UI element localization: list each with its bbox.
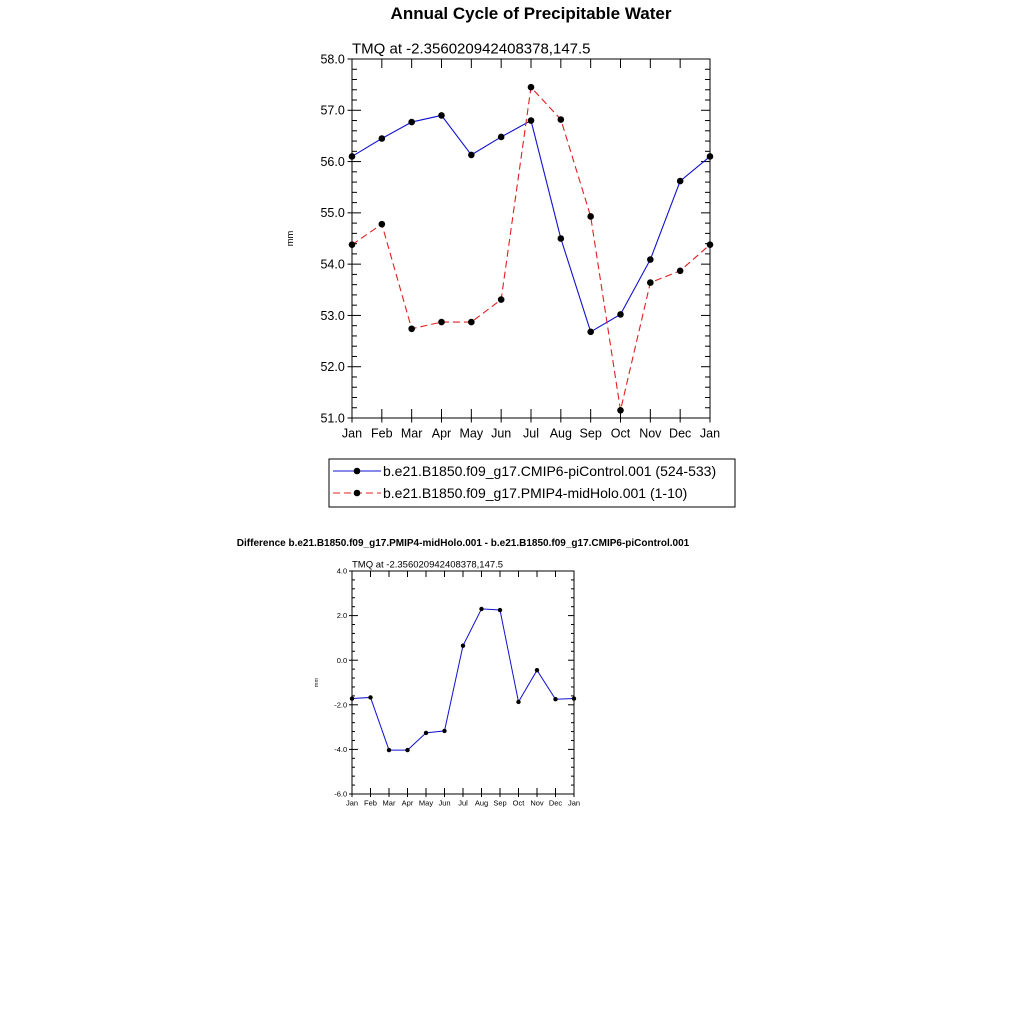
- data-point: [350, 696, 354, 700]
- x-tick-label: Mar: [400, 426, 423, 441]
- difference-chart: [314, 560, 580, 808]
- x-tick-label: Jan: [567, 798, 581, 808]
- legend-marker: [354, 490, 361, 497]
- data-point: [368, 695, 372, 699]
- y-axis-label: mm: [314, 677, 320, 688]
- data-point: [424, 731, 428, 735]
- data-point: [677, 268, 684, 275]
- data-point: [677, 178, 684, 185]
- y-tick-label: 51.0: [320, 411, 345, 426]
- x-tick-label: Sep: [493, 798, 507, 808]
- x-tick-label: Sep: [579, 426, 602, 441]
- x-tick-label: Jan: [341, 426, 363, 441]
- annual-cycle-chart: [285, 40, 720, 440]
- x-tick-label: Dec: [548, 798, 563, 808]
- series-line: [352, 87, 710, 410]
- legend: [329, 459, 735, 507]
- data-point: [647, 279, 654, 286]
- x-tick-label: Aug: [549, 426, 572, 441]
- data-point: [498, 296, 505, 303]
- x-tick-label: Jul: [523, 426, 539, 441]
- data-point: [461, 644, 465, 648]
- x-tick-label: Jun: [438, 798, 451, 808]
- data-point: [468, 319, 475, 326]
- data-point: [558, 235, 565, 242]
- plot-frame: [352, 59, 710, 418]
- x-tick-label: Apr: [401, 798, 414, 808]
- data-point: [516, 700, 520, 704]
- data-point: [498, 608, 502, 612]
- x-tick-label: Apr: [431, 426, 452, 441]
- x-tick-label: Jan: [699, 426, 721, 441]
- legend-marker: [354, 468, 361, 475]
- data-point: [617, 407, 624, 414]
- x-tick-label: Nov: [530, 798, 544, 808]
- legend-label: b.e21.B1850.f09_g17.CMIP6-piControl.001 (524-533): [383, 463, 717, 479]
- x-tick-label: May: [459, 426, 484, 441]
- data-point: [528, 117, 535, 124]
- data-point: [558, 116, 565, 123]
- data-point: [442, 729, 446, 733]
- y-tick-label: -4.0: [334, 745, 348, 755]
- x-tick-label: Nov: [639, 426, 662, 441]
- data-point: [405, 748, 409, 752]
- data-point: [587, 329, 594, 336]
- data-point: [387, 748, 391, 752]
- data-point: [587, 213, 594, 220]
- x-tick-label: Oct: [512, 798, 525, 808]
- y-tick-label: 2.0: [336, 611, 348, 621]
- y-tick-label: 55.0: [320, 206, 345, 221]
- x-tick-label: Feb: [371, 426, 393, 441]
- data-point: [707, 153, 714, 160]
- x-tick-label: Jun: [491, 426, 512, 441]
- legend-label: b.e21.B1850.f09_g17.PMIP4-midHolo.001 (1-10): [383, 485, 688, 501]
- data-point: [379, 135, 386, 142]
- y-tick-label: 53.0: [320, 308, 345, 323]
- x-tick-label: Aug: [474, 798, 489, 808]
- x-tick-label: Mar: [382, 798, 396, 808]
- x-tick-label: May: [418, 798, 434, 808]
- y-tick-label: 54.0: [320, 257, 345, 272]
- series-line: [352, 609, 574, 750]
- data-point: [379, 221, 386, 228]
- y-tick-label: 4.0: [336, 566, 348, 576]
- chart-subtitle: TMQ at -2.356020942408378,147.5: [352, 559, 504, 571]
- y-tick-label: 0.0: [336, 655, 348, 665]
- y-tick-label: 52.0: [320, 360, 345, 375]
- x-tick-label: Jan: [345, 798, 359, 808]
- x-tick-label: Oct: [610, 426, 631, 441]
- data-point: [438, 112, 445, 119]
- y-tick-label: -6.0: [334, 789, 348, 799]
- data-point: [479, 607, 483, 611]
- data-point: [528, 84, 535, 91]
- data-point: [438, 319, 445, 326]
- plot-frame: [352, 571, 574, 794]
- x-tick-label: Feb: [364, 798, 377, 808]
- series-line: [352, 115, 710, 331]
- data-point: [468, 152, 475, 159]
- data-point: [535, 668, 539, 672]
- y-tick-label: -2.0: [334, 700, 348, 710]
- data-point: [617, 311, 624, 318]
- data-point: [408, 119, 415, 126]
- y-axis-label: mm: [285, 230, 295, 247]
- difference-title: Difference b.e21.B1850.f09_g17.PMIP4-midHolo.001 - b.e21.B1850.f09_g17.CMIP6-piControl.001: [236, 538, 690, 549]
- y-tick-label: 56.0: [320, 154, 345, 169]
- data-point: [572, 696, 576, 700]
- data-point: [553, 697, 557, 701]
- y-tick-label: 57.0: [320, 103, 345, 118]
- chart-subtitle: TMQ at -2.356020942408378,147.5: [352, 40, 591, 58]
- x-tick-label: Jul: [458, 798, 468, 808]
- data-point: [707, 241, 714, 248]
- x-tick-label: Dec: [669, 426, 692, 441]
- data-point: [349, 241, 356, 248]
- data-point: [349, 153, 356, 160]
- data-point: [408, 325, 415, 332]
- data-point: [647, 256, 654, 263]
- y-tick-label: 58.0: [320, 52, 345, 67]
- main-title: Annual Cycle of Precipitable Water: [390, 4, 672, 23]
- data-point: [498, 134, 505, 141]
